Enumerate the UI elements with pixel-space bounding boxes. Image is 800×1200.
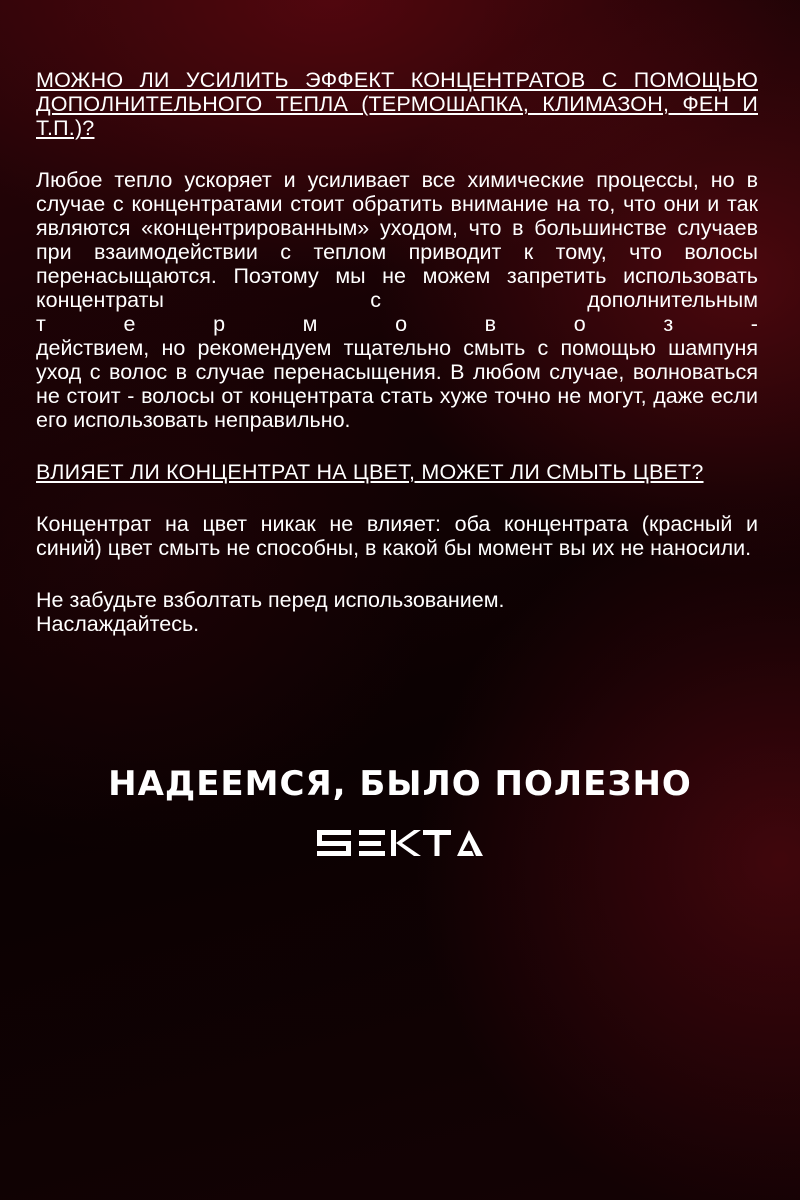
sekta-logo xyxy=(317,826,483,860)
faq-heading-heat: МОЖНО ЛИ УСИЛИТЬ ЭФФЕКТ КОНЦЕНТРАТОВ С ПОМОЩЬЮ ДОПОЛНИТЕЛЬНОГО ТЕПЛА (ТЕРМОШАПКА, КЛИМАЗОН, ФЕН И Т.П.)? xyxy=(36,68,758,140)
closing-title: НАДЕЕМСЯ, БЫЛО ПОЛЕЗНО xyxy=(108,764,692,804)
footer-note-enjoy: Наслаждайтесь. xyxy=(36,612,200,636)
closing-block xyxy=(0,762,800,865)
footer-note xyxy=(36,588,758,636)
faq-answer-heat-part2: действием, но рекомендуем тщательно смыть с помощью шампуня уход с волос в случае перенасыщения. В любом случае, волноваться не стоит - волосы от концентрата стать хуже точно не могут, даже если его использовать неправильно. xyxy=(36,336,758,432)
faq-answer-color: Концентрат на цвет никак не влияет: оба концентрата (красный и синий) цвет смыть не способны, в какой бы момент вы их не наносили. xyxy=(36,512,758,560)
faq-answer-heat-spaced-word: т е р м о в о з - xyxy=(36,312,758,336)
faq-heading-color: ВЛИЯЕТ ЛИ КОНЦЕНТРАТ НА ЦВЕТ, МОЖЕТ ЛИ СМЫТЬ ЦВЕТ? xyxy=(36,460,704,484)
faq-answer-heat-part1: Любое тепло ускоряет и усиливает все химические процессы, но в случае с концентратами стоит обратить внимание на то, что они и так являются «концентрированным» уходом, что в большинстве случаев при взаимодействии с теплом приводит к тому, что волосы перенасыщаются. Поэтому мы не можем запретить использовать концентраты с дополнительным xyxy=(36,168,758,312)
faq-answer-heat xyxy=(36,168,758,432)
faq-content xyxy=(36,68,758,664)
footer-note-shake: Не забудьте взболтать перед использованием. xyxy=(36,588,505,612)
